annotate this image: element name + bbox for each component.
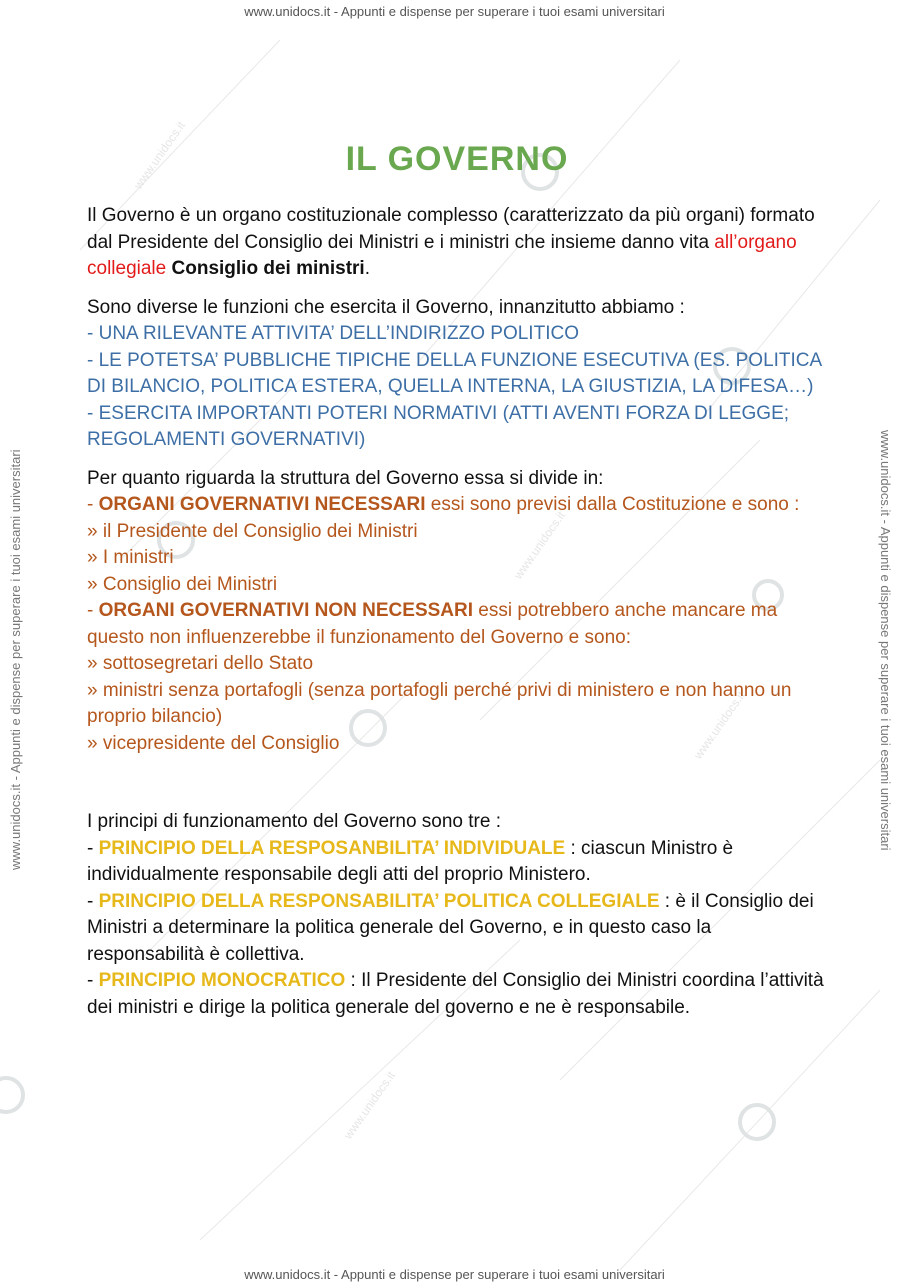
principio-item: - PRINCIPIO DELLA RESPOSANBILITA’ INDIVIDUALE : ciascun Ministro è individualmente responsabile degli atti del proprio Ministero. [87,837,734,885]
organi-non-necessari: - ORGANI GOVERNATIVI NON NECESSARI essi potrebbero anche mancare ma questo non influenzerebbe il funzionamento del Governo e sono: [87,600,778,648]
principi-lead: I principi di funzionamento del Governo sono tre : [87,811,502,832]
intro-red-phrase: all’organo collegiale [87,231,797,279]
principio-name: PRINCIPIO DELLA RESPOSANBILITA’ INDIVIDUALE [98,837,566,859]
principi-section [87,809,827,1021]
bottom-banner: www.unidocs.it - Appunti e dispense per superare i tuoi esami universitari [244,1267,665,1282]
svg-text:www.unidocs.it: www.unidocs.it [340,1068,398,1142]
principio-item: - PRINCIPIO MONOCRATICO : Il Presidente del Consiglio dei Ministri coordina l’attività dei ministri e dirige la politica generale del governo e ne è responsabile. [87,970,824,1018]
svg-text:www.unidocs.it: www.unidocs.it [690,688,748,762]
right-side-banner: www.unidocs.it - Appunti e dispense per superare i tuoi esami universitari [878,430,893,851]
organi-necessari-item: » I ministri [87,547,174,568]
organi-necessari: - ORGANI GOVERNATIVI NECESSARI essi sono previsi dalla Costituzione e sono : [87,494,800,515]
svg-text:www.unidocs.it: www.unidocs.it [130,118,188,192]
funzioni-item: - LE POTETSA’ PUBBLICHE TIPICHE DELLA FUNZIONE ESECUTIVA (ES. POLITICA DI BILANCIO, POLITICA ESTERA, QUELLA INTERNA, LA GIUSTIZIA, LA DIFESA…) [87,349,822,397]
funzioni-lead: Sono diverse le funzioni che esercita il Governo, innanzitutto abbiamo : [87,296,685,318]
struttura-section [87,466,827,758]
principio-name: PRINCIPIO DELLA RESPONSABILITA’ POLITICA COLLEGIALE [98,890,660,912]
funzioni-item: - UNA RILEVANTE ATTIVITA’ DELL’INDIRIZZO POLITICO [87,323,579,344]
organi-necessari-item: » il Presidente del Consiglio dei Ministri [87,520,418,542]
organi-non-necessari-item: » ministri senza portafogli (senza portafogli perché privi di ministero e non hanno un proprio bilancio) [87,679,792,727]
top-banner: www.unidocs.it - Appunti e dispense per superare i tuoi esami universitari [244,4,665,19]
svg-text:www.unidocs.it: www.unidocs.it [510,508,568,582]
intro-bold-phrase: Consiglio dei ministri [171,258,365,279]
organi-necessari-heading: ORGANI GOVERNATIVI NECESSARI [98,494,426,515]
organi-necessari-item: » Consiglio dei Ministri [87,573,278,595]
organi-non-necessari-item: » vicepresidente del Consiglio [87,732,340,754]
document-body [87,140,827,1033]
intro-text: Il Governo è un organo costituzionale complesso (caratterizzato da più organi) formato dal Presidente del Consiglio dei Ministri e i ministri che insieme danno vita [87,205,815,253]
page-title: IL GOVERNO [345,140,569,178]
organi-non-necessari-heading: ORGANI GOVERNATIVI NON NECESSARI [98,600,474,621]
left-side-banner: www.unidocs.it - Appunti e dispense per superare i tuoi esami universitari [8,449,23,870]
principio-name: PRINCIPIO MONOCRATICO [98,970,346,991]
funzioni-item: - ESERCITA IMPORTANTI POTERI NORMATIVI (ATTI AVENTI FORZA DI LEGGE; REGOLAMENTI GOVERNATIVI) [87,402,790,450]
organi-non-necessari-item: » sottosegretari dello Stato [87,653,314,674]
principio-item: - PRINCIPIO DELLA RESPONSABILITA’ POLITICA COLLEGIALE : è il Consiglio dei Ministri a determinare la politica generale del Governo, e in questo caso la responsabilità è collettiva. [87,890,814,965]
intro-paragraph: Il Governo è un organo costituzionale complesso (caratterizzato da più organi) formato dal Presidente del Consiglio dei Ministri e i ministri che insieme danno vita all’organo collegiale Consiglio dei ministri. [87,205,815,279]
funzioni-section [87,295,827,454]
struttura-lead: Per quanto riguarda la struttura del Governo essa si divide in: [87,467,604,489]
